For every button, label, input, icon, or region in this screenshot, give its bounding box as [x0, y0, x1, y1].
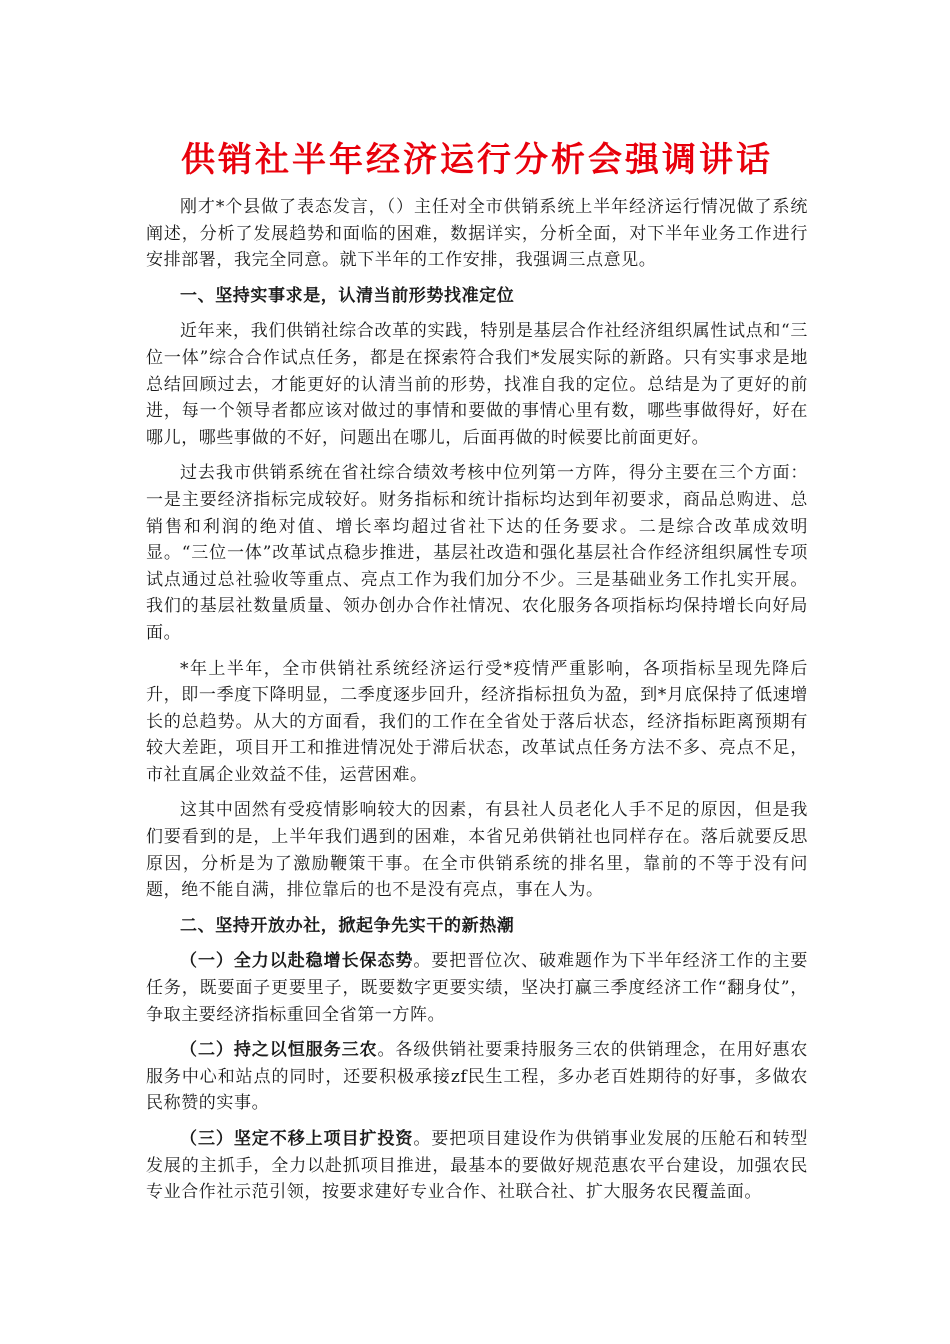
- paragraph: [146, 318, 808, 451]
- section-heading-1: 一、坚持实事求是，认清当前形势找准定位: [180, 285, 515, 306]
- paragraph-text: 。各级供销社要秉持服务三农的供销理念，在用好惠农服务中心和站点的同时，还要积极承接zf民生工程，多办老百姓期待的好事，多做农民称赞的实事。: [146, 1040, 808, 1114]
- subsection-paragraph-3: [146, 1126, 808, 1206]
- subsection-paragraph-2: [146, 1037, 808, 1117]
- paragraph: [146, 656, 808, 789]
- paragraph-text: 过去我市供销系统在省社综合绩效考核中位列第一方阵，得分主要在三个方面：一是主要经济指标完成较好。财务指标和统计指标均达到年初要求，商品总购进、总销售和利润的绝对值、增长率均超过省社下达的任务要求。二是综合改革成效明显。“三位一体”改革试点稳步推进，基层社改造和强化基层社合作经济组织属性专项试点通过总社验收等重点、亮点工作为我们加分不少。三是基础业务工作扎实开展。我们的基层社数量质量、领办创办合作社情况、农化服务各项指标均保持增长向好局面。: [146, 463, 808, 643]
- subsection-lead: （三）坚定不移上项目扩投资: [180, 1129, 414, 1149]
- document-page: [146, 138, 808, 1215]
- paragraph-text: 。要把晋位次、破难题作为下半年经济工作的主要任务，既要面子更要里子，既要数字更要实绩，坚决打赢三季度经济工作“翻身仗”，争取主要经济指标重回全省第一方阵。: [146, 951, 808, 1025]
- section-heading-2: 二、坚持开放办社，掀起争先实干的新热潮: [180, 915, 515, 936]
- subsection-paragraph-1: [146, 948, 808, 1028]
- paragraph-text: 。要把项目建设作为供销事业发展的压舱石和转型发展的主抓手，全力以赴抓项目推进，最基本的要做好规范惠农平台建设，加强农民专业合作社示范引领，按要求建好专业合作、社联合社、扩大服务农民覆盖面。: [146, 1129, 808, 1203]
- paragraph: [146, 460, 808, 646]
- document-title: 供销社半年经济运行分析会强调讲话: [181, 140, 773, 180]
- paragraph: [146, 797, 808, 903]
- paragraph-intro: [146, 194, 808, 274]
- subsection-lead: （二）持之以恒服务三农: [180, 1040, 378, 1061]
- paragraph-text: 近年来，我们供销社综合改革的实践，特别是基层合作社经济组织属性试点和“三位一体”综合合作试点任务，都是在探索符合我们*发展实际的新路。只有实事求是地总结回顾过去，才能更好的认清当前的形势，找准自我的定位。总结是为了更好的前进，每一个领导者都应该对做过的事情和要做的事情心里有数，哪些事做得好，好在哪儿，哪些事做的不好，问题出在哪儿，后面再做的时候要比前面更好。: [146, 321, 808, 448]
- paragraph-text: *年上半年，全市供销社系统经济运行受*疫情严重影响，各项指标呈现先降后升，即一季度下降明显，二季度逐步回升，经济指标扭负为盈，到*月底保持了低速增长的总趋势。从大的方面看，我们的工作在全省处于落后状态，经济指标距离预期有较大差距，项目开工和推进情况处于滞后状态，改革试点任务方法不多、亮点不足，市社直属企业效益不佳，运营困难。: [146, 658, 808, 785]
- paragraph-text: 刚才*个县做了表态发言，（）主任对全市供销系统上半年经济运行情况做了系统阐述，分析了发展趋势和面临的困难，数据详实，分析全面，对下半年业务工作进行安排部署，我完全同意。就下半年的工作安排，我强调三点意见。: [146, 197, 808, 271]
- subsection-lead: （一）全力以赴稳增长保态势: [180, 951, 414, 972]
- paragraph-text: 这其中固然有受疫情影响较大的因素，有县社人员老化人手不足的原因，但是我们要看到的是，上半年我们遇到的困难，本省兄弟供销社也同样存在。落后就要反思原因，分析是为了激励鞭策干事。在全市供销系统的排名里，靠前的不等于没有问题，绝不能自满，排位靠后的也不是没有亮点，事在人为。: [146, 800, 808, 901]
